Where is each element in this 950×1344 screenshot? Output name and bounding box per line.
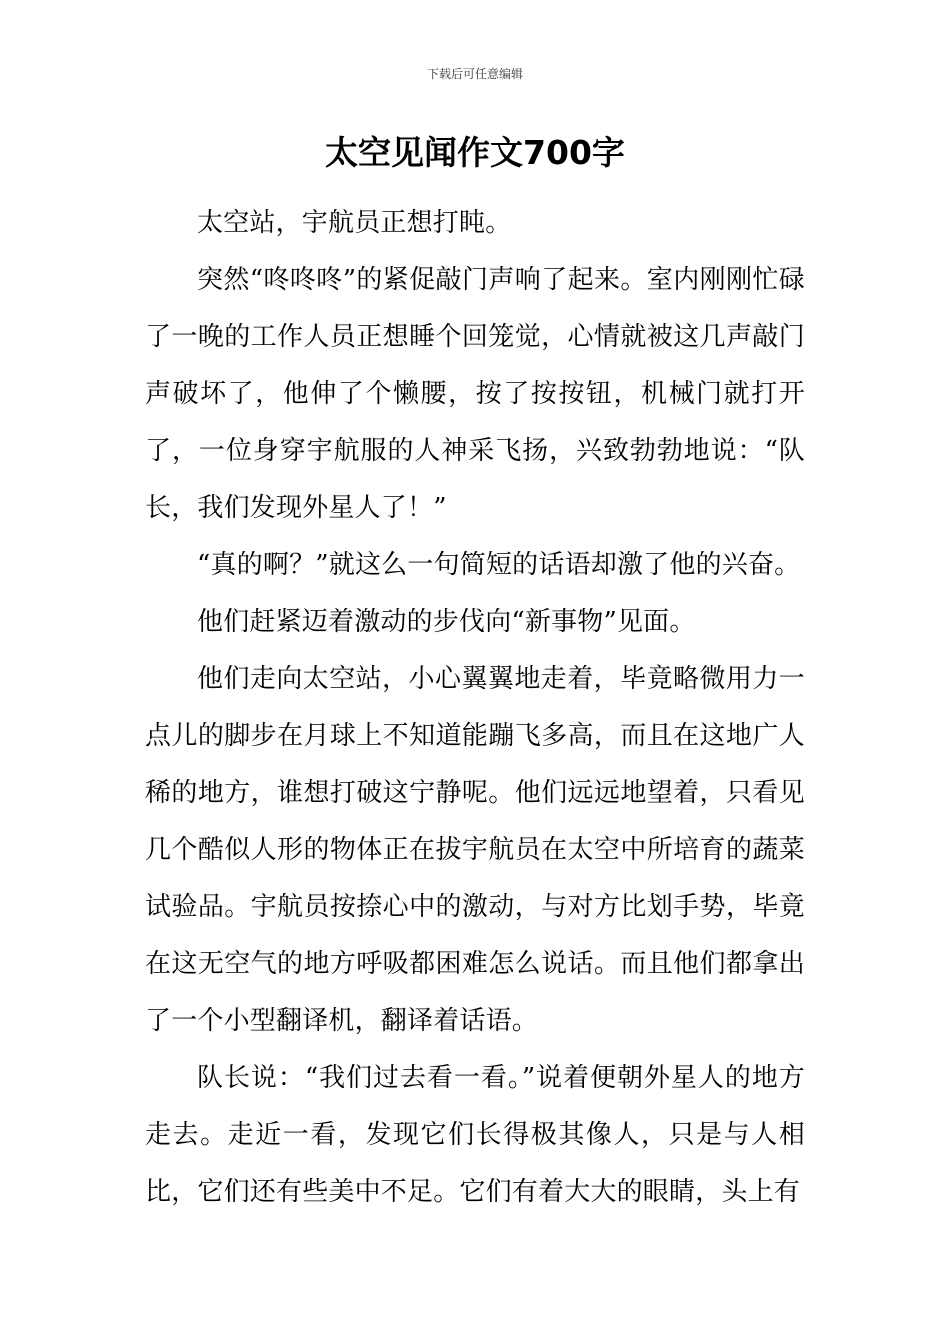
paragraph-6: 队长说：“我们过去看一看。”说着便朝外星人的地方走去。走近一看，发现它们长得极其像人，只是与人相比，它们还有些美中不足。它们有着大大的眼睛，头上有 [145,1063,805,1207]
paragraph-2: 突然“咚咚咚”的紧促敲门声响了起来。室内刚刚忙碌了一晚的工作人员正想睡个回笼觉，心情就被这几声敲门声破坏了，他伸了个懒腰，按了按按钮，机械门就打开了，一位身穿宇航服的人神采飞扬，兴致勃勃地说：“队长，我们发现外星人了！” [145,265,805,523]
article-body [145,195,805,1221]
paragraph-4: 他们赶紧迈着激动的步伐向“新事物”见面。 [197,607,696,637]
header-note: 下载后可任意编辑 [426,67,523,81]
paragraph-3: “真的啊？”就这么一句简短的话语却激了他的兴奋。 [197,550,801,580]
paragraph-1: 太空站，宇航员正想打盹。 [197,208,512,238]
page-title: 太空见闻作文700字 [325,133,625,172]
paragraph-5: 他们走向太空站，小心翼翼地走着，毕竟略微用力一点儿的脚步在月球上不知道能蹦飞多高，而且在这地广人稀的地方，谁想打破这宁静呢。他们远远地望着，只看见几个酷似人形的物体正在拔宇航员在太空中所培育的蔬菜试验品。宇航员按捺心中的激动，与对方比划手势，毕竟在这无空气的地方呼吸都困难怎么说话。而且他们都拿出了一个小型翻译机，翻译着话语。 [145,664,805,1036]
